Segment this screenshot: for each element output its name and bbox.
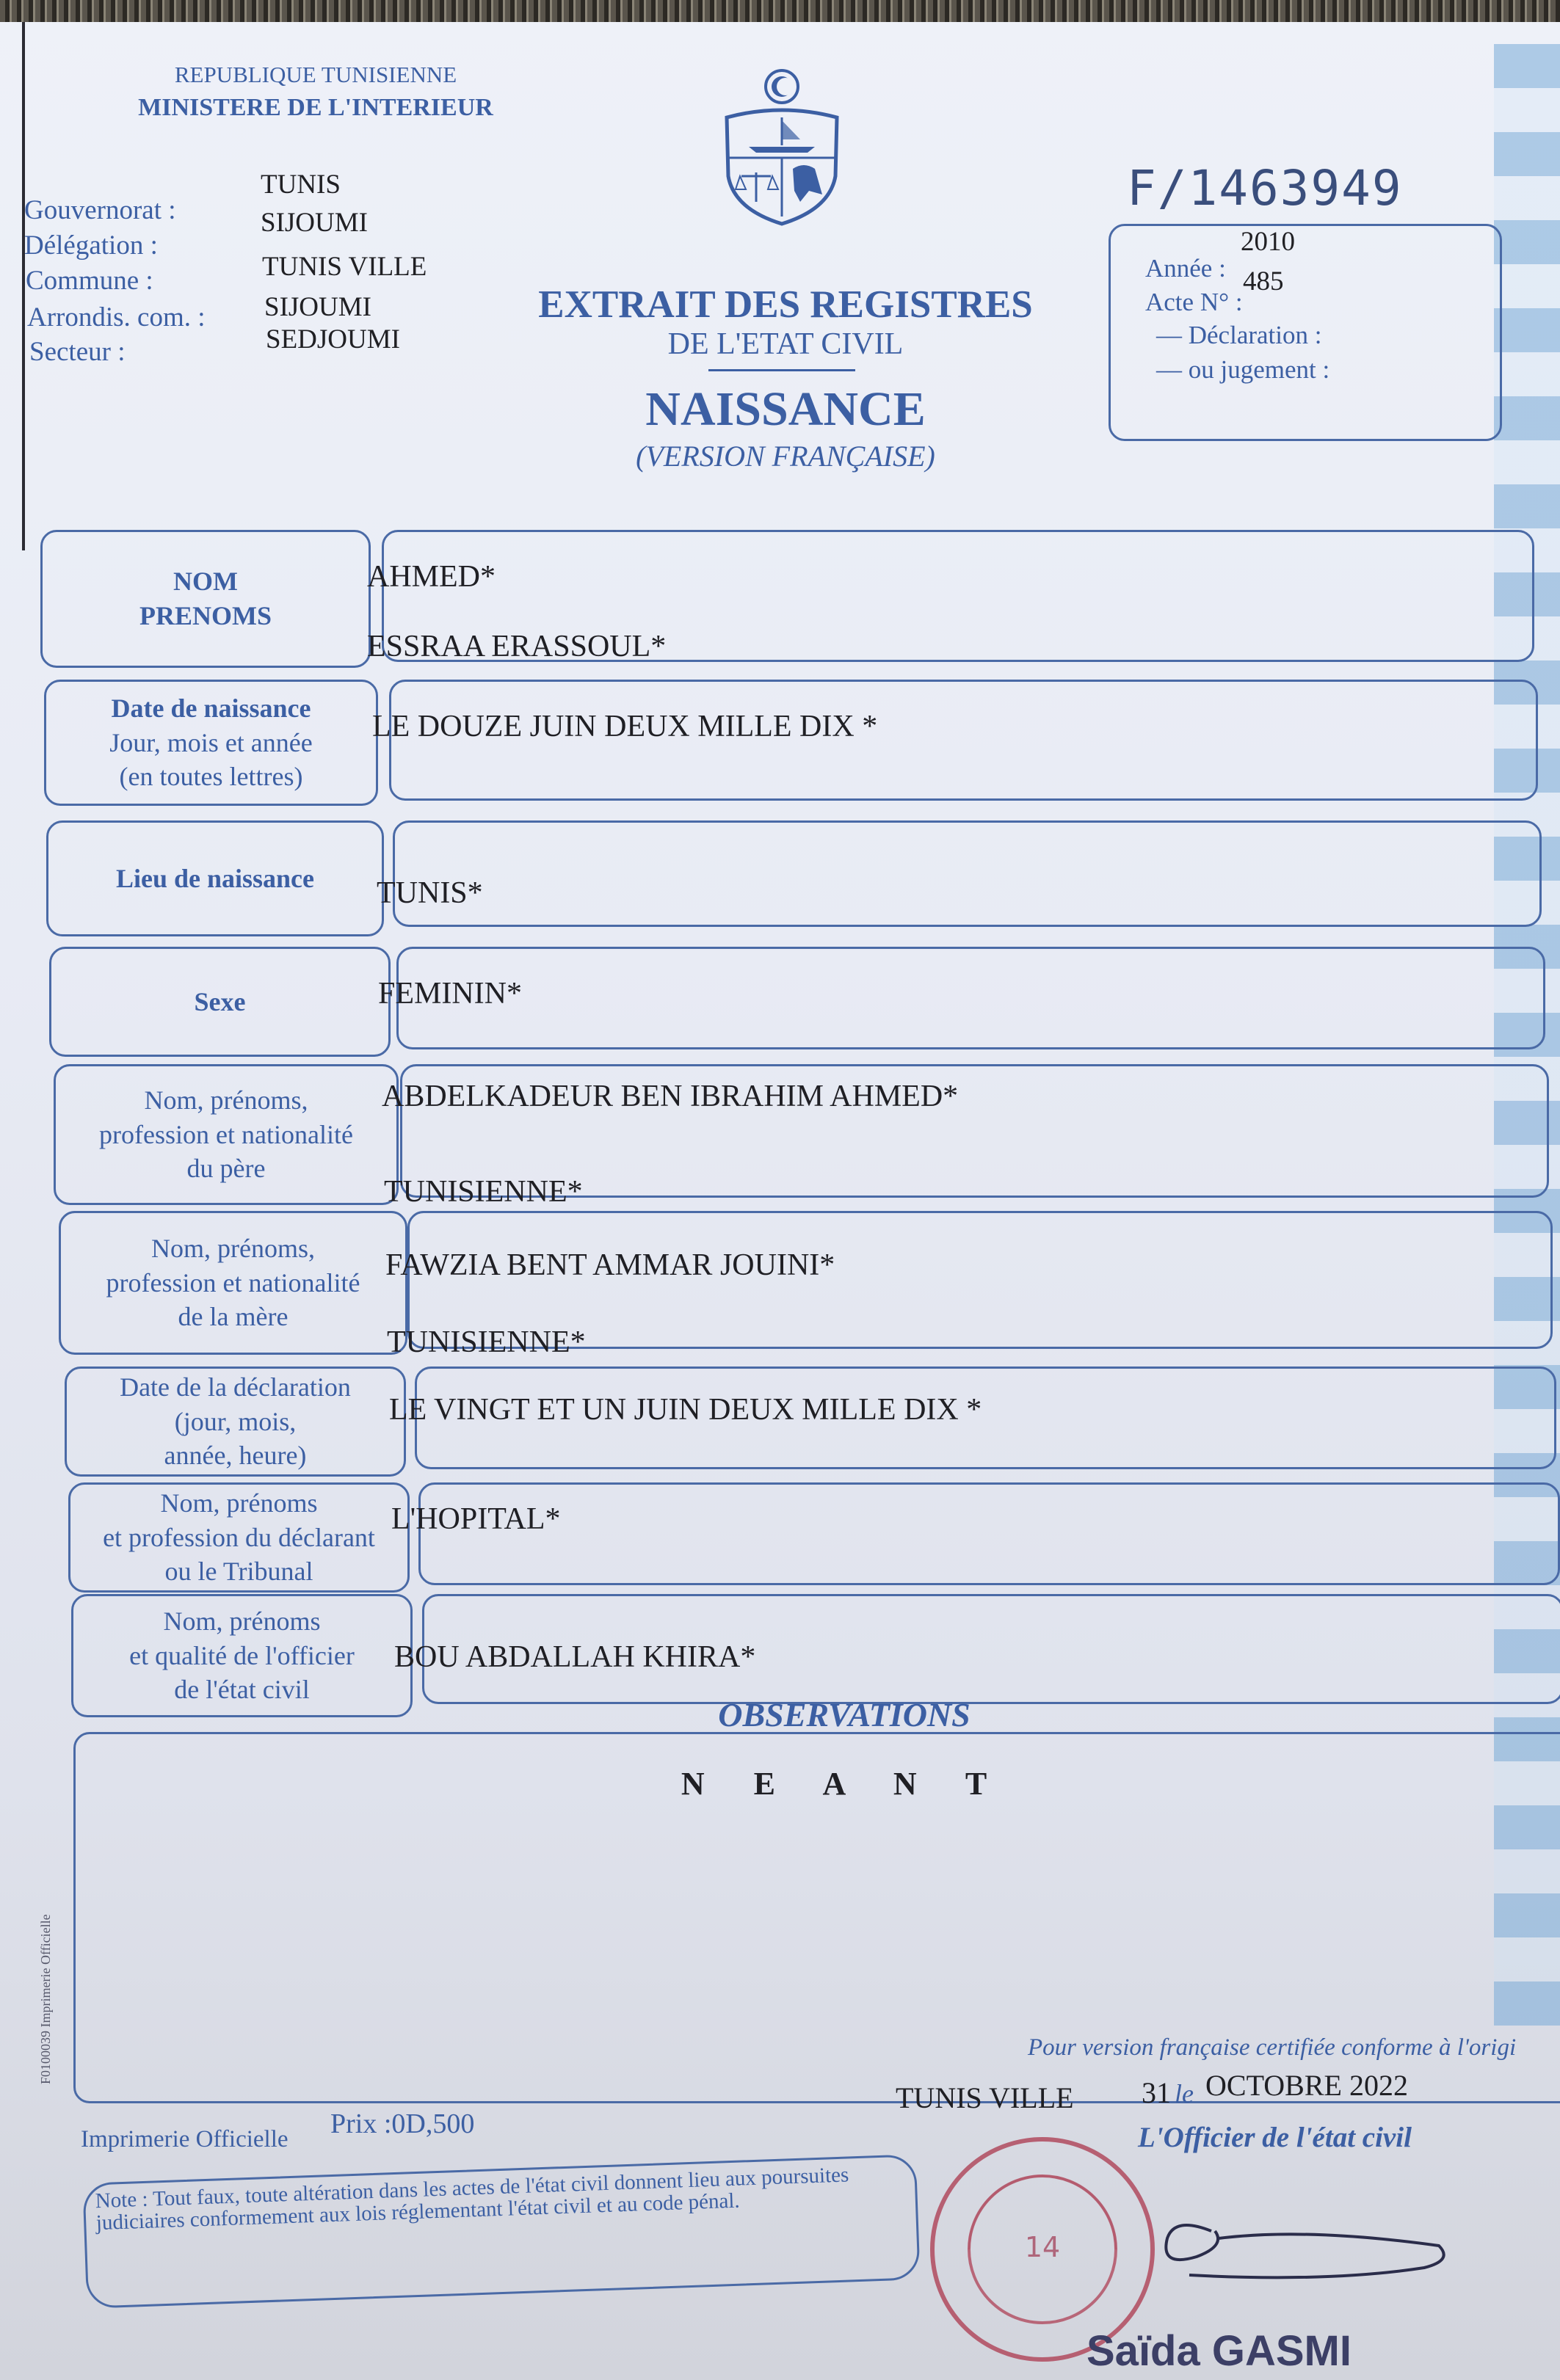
declarant-value: L'HOPITAL* (391, 1502, 561, 1536)
document-title: EXTRAIT DES REGISTRES (538, 283, 1033, 326)
secteur-label: Secteur : (29, 337, 126, 367)
row-label: Sexe (49, 947, 391, 1057)
issue-le: le (1175, 2079, 1194, 2108)
gouvernorat-label: Gouvernorat : (24, 195, 176, 225)
row-value-box (396, 947, 1545, 1049)
issue-day: 31 (1142, 2076, 1171, 2109)
issue-month-year: OCTOBRE 2022 (1205, 2069, 1408, 2102)
issue-place: TUNIS VILLE (896, 2081, 1074, 2114)
row-label (54, 1064, 399, 1205)
arrondissement-label: Arrondis. com. : (27, 302, 206, 332)
version-label: (VERSION FRANÇAISE) (636, 440, 935, 473)
row-date-naissance (40, 680, 1553, 806)
tunisia-coat-of-arms-icon (712, 66, 852, 228)
document-subtitle: DE L'ETAT CIVIL (667, 327, 904, 361)
signer-name: Saïda GASMI (1086, 2327, 1352, 2375)
pere-nationalite-value: TUNISIENNE* (384, 1175, 583, 1209)
page-edge-line (22, 22, 25, 550)
secteur-value: SEDJOUMI (266, 324, 400, 354)
row-nom-prenoms (40, 530, 1553, 668)
row-pere (40, 1064, 1553, 1209)
legal-note: Note : Tout faux, toute altération dans les actes de l'état civil donnent lieu aux poursuites judiciaires conformement aux lois réglementant l'état civil et au code pénal. (95, 2163, 849, 2235)
signature-icon (1145, 2187, 1454, 2297)
row-label (40, 530, 371, 668)
observations-value: N E A N T (681, 1766, 1008, 1802)
row-sexe (40, 947, 1553, 1057)
officier-label: Nom, prénoms et qualité de l'officier de l'état civil (129, 1606, 355, 1705)
nom-label: NOM PRENOMS (139, 567, 272, 630)
row-label (44, 680, 378, 806)
printer-code: F0100039 Imprimerie Officielle (38, 1914, 53, 2084)
lieu-naissance-value: TUNIS* (377, 876, 483, 910)
arrondissement-value: SIJOUMI (264, 292, 371, 322)
row-date-declaration (40, 1367, 1553, 1477)
row-label (71, 1594, 413, 1717)
row-label: Lieu de naissance (46, 820, 384, 936)
row-mere (40, 1211, 1553, 1359)
mere-label: Nom, prénoms, profession et nationalité de la mère (106, 1233, 360, 1332)
declaration-label: — Déclaration : (1156, 321, 1322, 349)
background-surface (0, 0, 1560, 22)
pere-nom-value: ABDELKADEUR BEN IBRAHIM AHMED* (382, 1080, 959, 1113)
row-value-box (418, 1482, 1560, 1585)
certification-text: Pour version française certifiée conforme à l'origi (1028, 2034, 1517, 2061)
jugement-label: — ou jugement : (1156, 355, 1330, 384)
delegation-label: Délégation : (24, 230, 158, 261)
prenoms-value: ESSRAA ERASSOUL* (367, 630, 667, 663)
officier-value: BOU ABDALLAH KHIRA* (394, 1640, 756, 1674)
mere-nationalite-value: TUNISIENNE* (387, 1325, 586, 1359)
republic-label: REPUBLIQUE TUNISIENNE (174, 62, 457, 87)
officer-title: L'Officier de l'état civil (1138, 2122, 1412, 2153)
stamp-number: 14 (1024, 2231, 1061, 2263)
date-declaration-value: LE VINGT ET UN JUIN DEUX MILLE DIX * (389, 1393, 982, 1427)
gouvernorat-value: TUNIS (261, 170, 341, 200)
serial-number: F/1463949 (1127, 160, 1403, 216)
date-naissance-label: Date de naissance Jour, mois et année (en toutes lettres) (109, 693, 313, 792)
date-declaration-label: Date de la déclaration (jour, mois, année, heure) (120, 1372, 351, 1471)
row-label (59, 1211, 407, 1355)
pere-label: Nom, prénoms, profession et nationalité du père (99, 1085, 353, 1184)
sexe-value: FEMININ* (378, 977, 522, 1011)
row-label (68, 1482, 410, 1593)
commune-label: Commune : (26, 266, 153, 296)
acte-number-value: 485 (1243, 266, 1284, 296)
row-value-box (393, 820, 1542, 927)
date-naissance-value: LE DOUZE JUIN DEUX MILLE DIX * (372, 710, 878, 743)
delegation-value: SIJOUMI (261, 208, 368, 238)
imprimerie-label: Imprimerie Officielle (81, 2126, 289, 2152)
document-type: NAISSANCE (645, 382, 926, 436)
row-label (65, 1367, 406, 1477)
declarant-label: Nom, prénoms et profession du déclarant ou le Tribunal (103, 1488, 375, 1587)
acte-number-label: Acte N° : (1145, 288, 1243, 316)
nom-value: AHMED* (367, 560, 496, 594)
annee-label: Année : (1145, 254, 1226, 283)
ministry-label: MINISTERE DE L'INTERIEUR (138, 94, 493, 121)
mere-nom-value: FAWZIA BENT AMMAR JOUINI* (385, 1248, 835, 1282)
annee-value: 2010 (1241, 227, 1295, 257)
row-declarant (40, 1482, 1553, 1593)
price-label: Prix :0D,500 (330, 2108, 475, 2139)
row-lieu-naissance (40, 820, 1553, 936)
observations-title: OBSERVATIONS (718, 1696, 971, 1733)
commune-value: TUNIS VILLE (262, 252, 427, 282)
title-divider (708, 369, 855, 371)
